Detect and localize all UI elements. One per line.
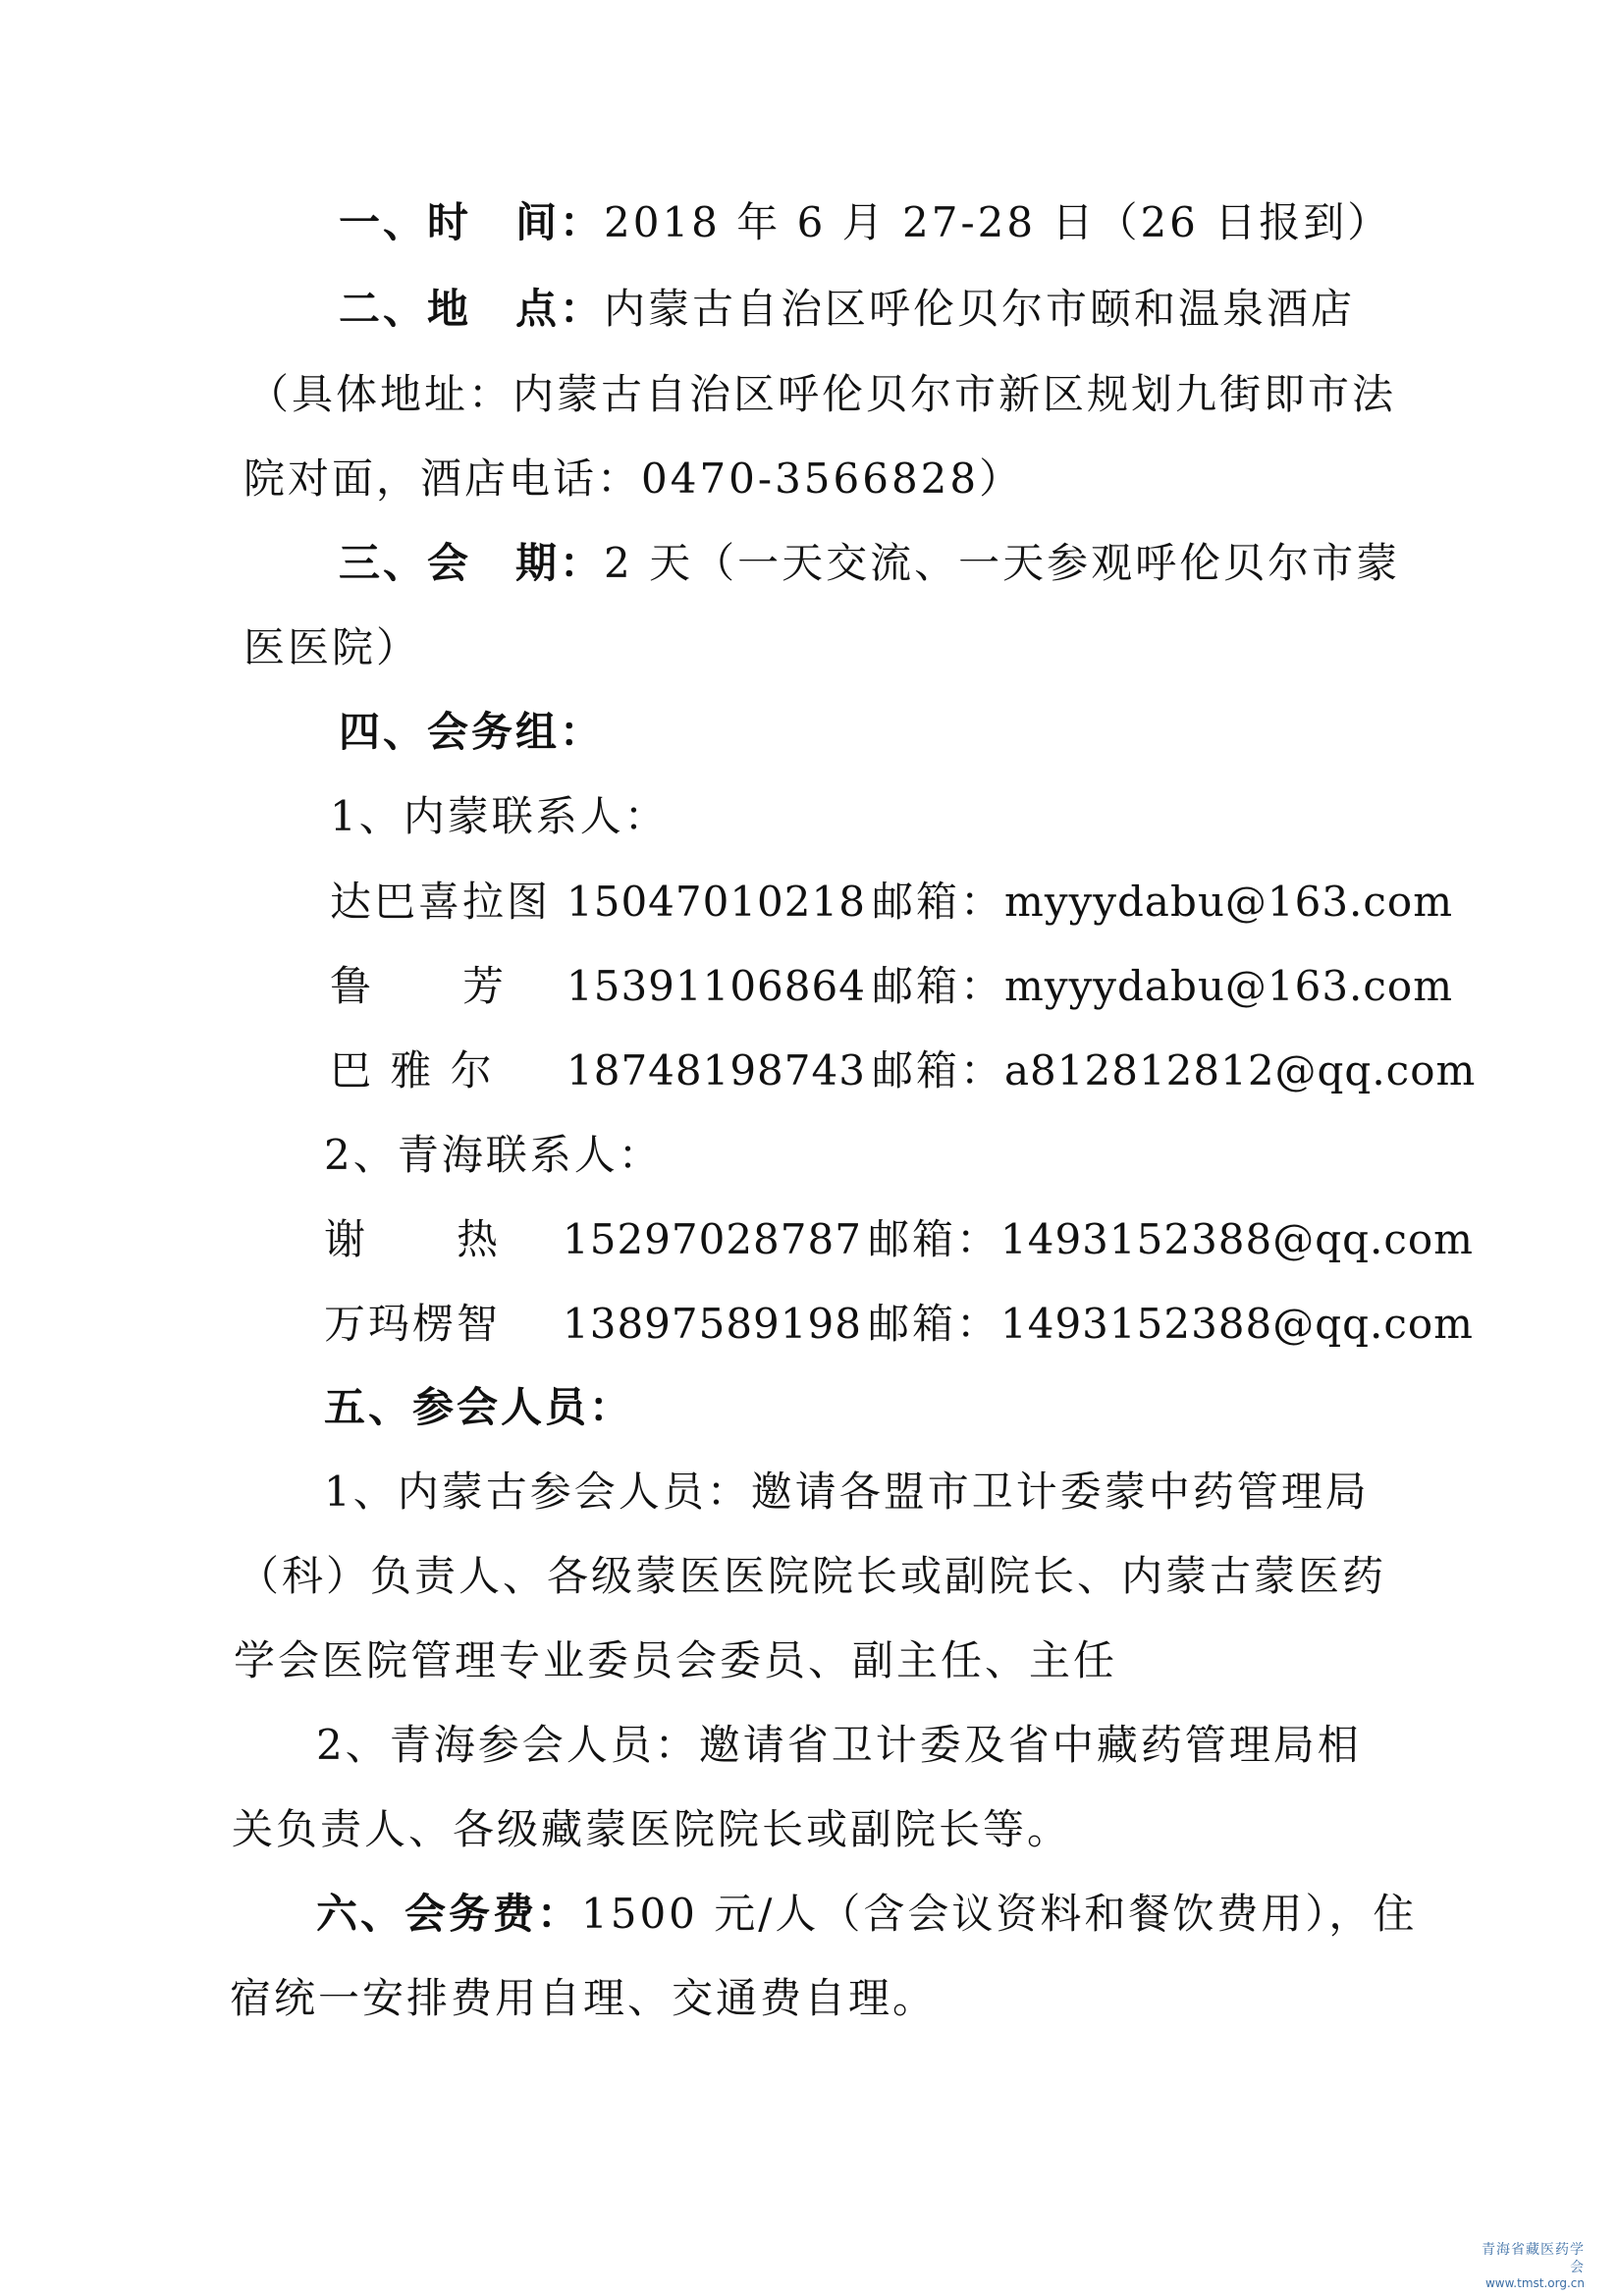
- section-fee-line2: 宿统一安排费用自理、交通费自理。: [230, 1974, 938, 2022]
- contact-row: [0, 957, 1618, 1016]
- section-duration: [339, 534, 1400, 593]
- contact-name: 万玛楞智: [324, 1300, 502, 1348]
- contact-row: [0, 1041, 1618, 1100]
- section-place: [339, 280, 1355, 339]
- contact-email: [868, 1295, 1474, 1354]
- email-address: a812812812@qq.com: [1004, 1046, 1477, 1095]
- email-label: 邮箱：: [872, 962, 1005, 1010]
- section-time-text: 2018 年 6 月 27-28 日（26 日报到）: [604, 198, 1392, 246]
- contact-phone: 18748198743: [566, 1046, 866, 1095]
- email-address: myyydabu@163.com: [1004, 878, 1454, 926]
- section-place-heading: 二、地 点：: [339, 285, 605, 333]
- section-place-line2: （具体地址：内蒙古自治区呼伦贝尔市新区规划九街即市法: [247, 370, 1397, 418]
- section-organizers-heading: 四、会务组：: [339, 708, 605, 756]
- section-time-heading: 一、时 间：: [339, 198, 605, 246]
- organizers-group2-title: 2、青海联系人：: [324, 1131, 663, 1179]
- contact-name: 达巴喜拉图: [330, 878, 552, 926]
- contact-name: 谢 热: [324, 1215, 502, 1263]
- organizers-group1-title: 1、内蒙联系人：: [330, 792, 669, 840]
- section-attendees-heading: 五、参会人员：: [324, 1383, 634, 1431]
- watermark-name: 青海省藏医药学会: [1482, 2242, 1585, 2275]
- section-fee-line1: 1500 元/人（含会议资料和餐饮费用），住: [581, 1890, 1418, 1938]
- section-place-line1: 内蒙古自治区呼伦贝尔市颐和温泉酒店: [604, 285, 1356, 333]
- attendees-p2-line2: 关负责人、各级藏蒙医院院长或副院长等。: [232, 1805, 1072, 1853]
- attendees-p2-line1: 2、青海参会人员：邀请省卫计委及省中藏药管理局相: [316, 1721, 1362, 1769]
- contact-phone: 15391106864: [566, 962, 866, 1010]
- section-fee: [316, 1885, 1417, 1944]
- contact-email: [868, 1210, 1474, 1269]
- contact-row: [0, 1295, 1618, 1354]
- email-label: 邮箱：: [872, 1046, 1005, 1095]
- contact-email: [872, 1041, 1476, 1100]
- contact-phone: 15047010218: [566, 878, 866, 926]
- section-place-line3: 院对面，酒店电话：0470-3566828）: [243, 454, 1024, 503]
- email-address: 1493152388@qq.com: [1000, 1300, 1474, 1348]
- email-label: 邮箱：: [868, 1215, 1001, 1263]
- section-duration-heading: 三、会 期：: [339, 539, 605, 587]
- attendees-p1-line2: （科）负责人、各级蒙医医院院长或副院长、内蒙古蒙医药: [238, 1552, 1387, 1600]
- site-watermark: [1477, 2241, 1585, 2290]
- contact-row: [0, 1210, 1618, 1269]
- attendees-p1-line3: 学会医院管理专业委员会委员、副主任、主任: [234, 1636, 1118, 1684]
- contact-name: 鲁 芳: [330, 962, 508, 1010]
- email-label: 邮箱：: [868, 1300, 1001, 1348]
- watermark-url: www.tmst.org.cn: [1484, 2276, 1585, 2290]
- section-duration-line2: 医医院）: [243, 623, 421, 671]
- contact-email: [872, 873, 1453, 932]
- contact-phone: 13897589198: [563, 1300, 862, 1348]
- contact-name: 巴 雅 尔: [330, 1046, 495, 1095]
- contact-phone: 15297028787: [563, 1215, 862, 1263]
- contact-row: [0, 873, 1618, 932]
- section-time: [339, 193, 1391, 252]
- attendees-p1-line1: 1、内蒙古参会人员：邀请各盟市卫计委蒙中药管理局: [324, 1468, 1370, 1516]
- email-address: 1493152388@qq.com: [1000, 1215, 1474, 1263]
- email-address: myyydabu@163.com: [1004, 962, 1454, 1010]
- section-duration-line1: 2 天（一天交流、一天参观呼伦贝尔市蒙: [604, 539, 1401, 587]
- email-label: 邮箱：: [872, 878, 1005, 926]
- section-fee-heading: 六、会务费：: [316, 1890, 582, 1938]
- contact-email: [872, 957, 1453, 1016]
